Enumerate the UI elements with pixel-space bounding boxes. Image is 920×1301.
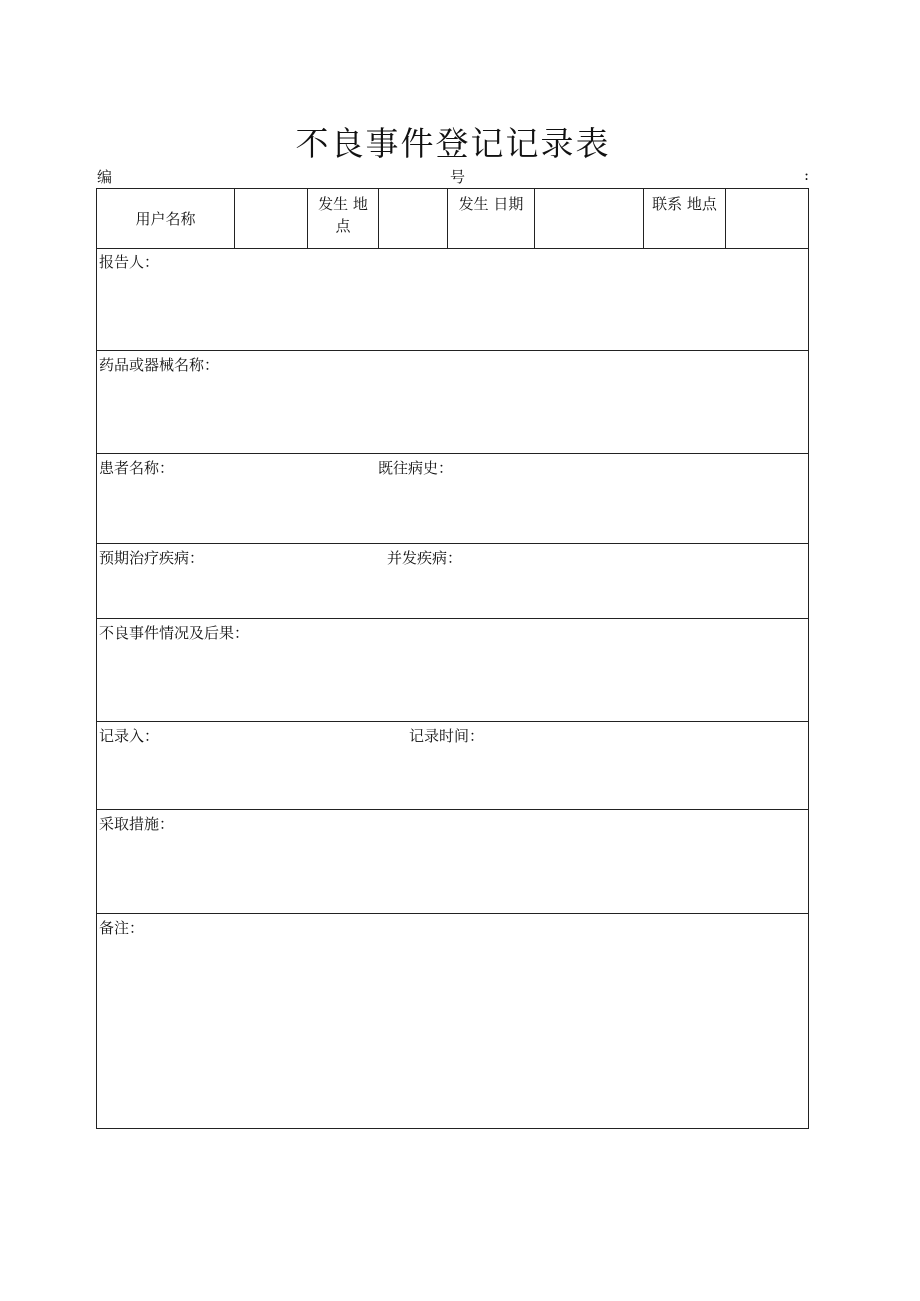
- place-label-cell: [308, 189, 379, 248]
- recorder-label: 记录入：: [99, 727, 160, 745]
- complication-label: 并发疾病：: [387, 549, 463, 567]
- place-label-line2: 点: [335, 217, 351, 235]
- serial-label-part3: :: [803, 166, 809, 184]
- patient-name-label: 患者名称：: [99, 459, 175, 477]
- adverse-event-label: 不良事件情况及后果：: [99, 624, 250, 642]
- record-time-label: 记录时间：: [409, 727, 485, 745]
- serial-label-part1: 编: [97, 168, 113, 186]
- user-name-label: 用户名称: [135, 210, 196, 228]
- reporter-label: 报告人：: [99, 253, 160, 271]
- contact-label: 联系 地点: [652, 195, 717, 213]
- date-label: 发生 日期: [458, 195, 524, 213]
- adverse-event-section[interactable]: [97, 619, 808, 722]
- remarks-label: 备注：: [99, 919, 145, 937]
- expected-disease-label: 预期治疗疾病：: [99, 549, 205, 567]
- measures-label: 采取措施：: [99, 815, 175, 833]
- contact-label-cell: [644, 189, 726, 248]
- date-label-cell: [448, 189, 535, 248]
- measures-section[interactable]: [97, 810, 808, 914]
- serial-label-part2: 号: [450, 168, 466, 186]
- recorder-section[interactable]: [97, 722, 808, 810]
- place-value-cell[interactable]: [379, 189, 448, 248]
- user-name-value-cell[interactable]: [235, 189, 308, 248]
- record-form-table: [96, 188, 809, 1129]
- page-title: 不良事件登记记录表: [295, 124, 611, 163]
- header-row: [97, 189, 808, 249]
- remarks-section[interactable]: [97, 914, 808, 1128]
- date-value-cell[interactable]: [535, 189, 644, 248]
- medical-history-label: 既往病史：: [378, 459, 454, 477]
- drug-device-label: 药品或器械名称：: [99, 356, 220, 374]
- serial-number-row: [97, 166, 809, 188]
- drug-device-section[interactable]: [97, 351, 808, 454]
- disease-section[interactable]: [97, 544, 808, 619]
- reporter-section[interactable]: [97, 248, 808, 351]
- patient-section[interactable]: [97, 454, 808, 544]
- place-label-line1: 发生 地: [318, 195, 368, 213]
- user-name-label-cell: [97, 189, 235, 248]
- contact-value-cell[interactable]: [726, 189, 808, 248]
